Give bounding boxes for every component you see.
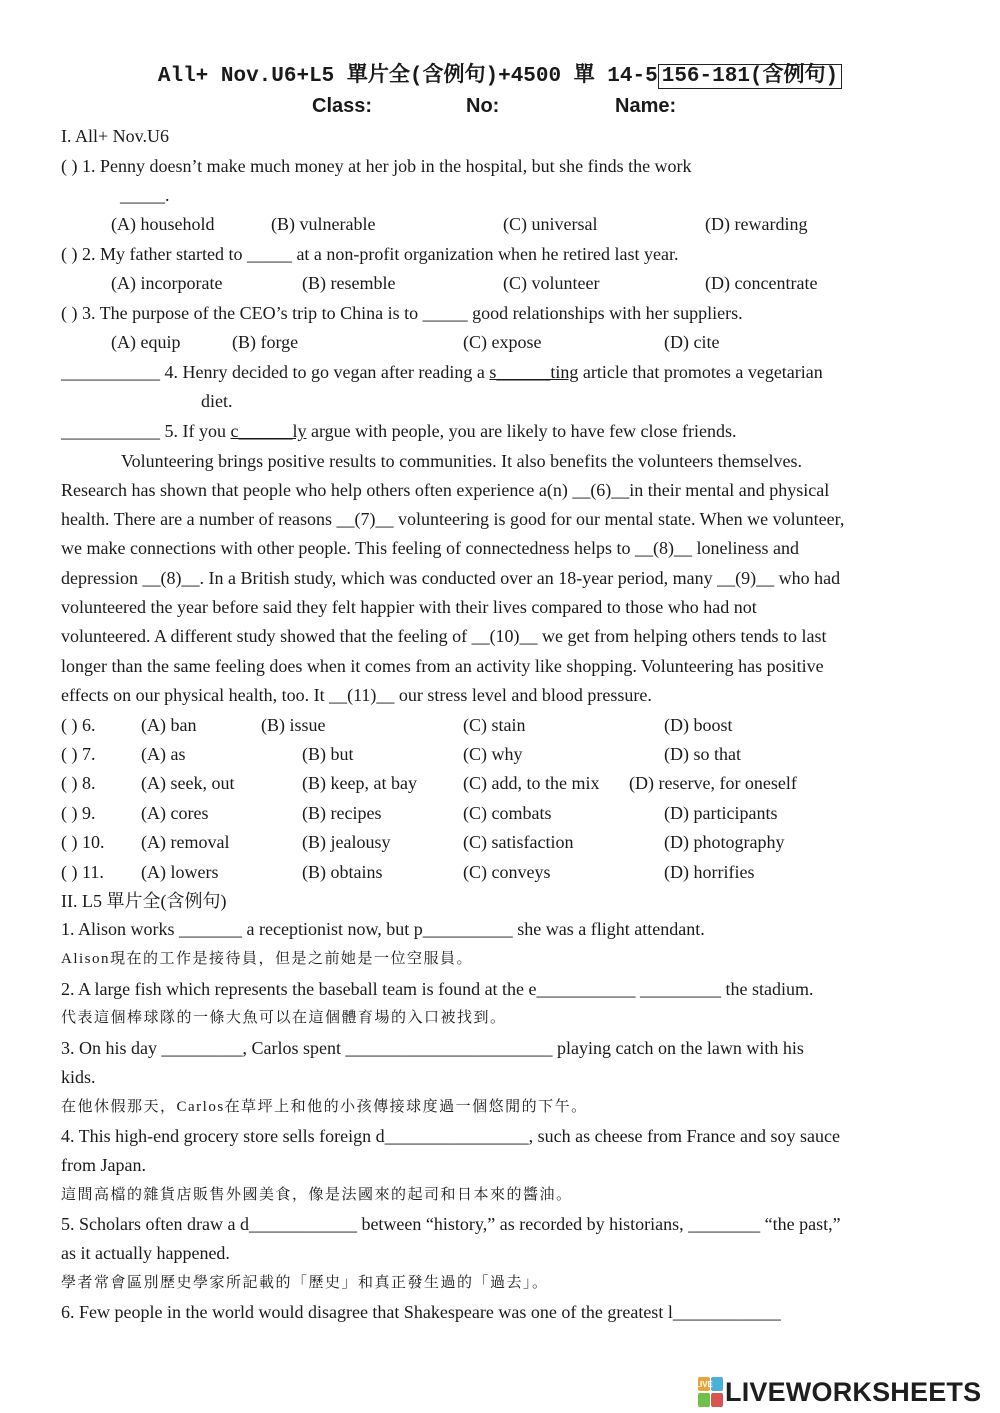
q1-option-d: (D) rewarding bbox=[705, 214, 808, 234]
q3-option-c: (C) expose bbox=[463, 332, 542, 352]
mc-10-option-d: (D) photography bbox=[664, 832, 785, 852]
fill-5-translation: 學者常會區別歷史學家所記載的「歷史」和真正發生過的「過去」。 bbox=[61, 1275, 549, 1291]
q1-option-a: (A) household bbox=[111, 214, 215, 234]
mc-8-option-b: (B) keep, at bay bbox=[302, 773, 417, 793]
fill-1-sentence[interactable]: 1. Alison works _______ a receptionist now, but p__________ she was a flight attendant. bbox=[61, 919, 705, 939]
q2-option-a: (A) incorporate bbox=[111, 273, 223, 293]
fill-3-continuation: kids. bbox=[61, 1067, 96, 1087]
q2-option-c: (C) volunteer bbox=[503, 273, 600, 293]
q5-text-pre: 5. If you bbox=[160, 421, 231, 441]
fill-3-sentence[interactable]: 3. On his day _________, Carlos spent _______________________ playing catch on the lawn with his bbox=[61, 1038, 804, 1058]
passage-line: Volunteering brings positive results to communities. It also benefits the volunteers themselves. bbox=[121, 451, 803, 471]
mc-7-option-c: (C) why bbox=[463, 744, 523, 764]
mc-6-option-c: (C) stain bbox=[463, 715, 526, 735]
q5-answer-blank[interactable]: ___________ bbox=[61, 421, 160, 441]
mc-8-number[interactable]: ( ) 8. bbox=[61, 773, 96, 793]
mc-10-option-b: (B) jealousy bbox=[302, 832, 391, 852]
name-label: Name: bbox=[615, 95, 677, 117]
passage-line: health. There are a number of reasons __(7)__ volunteering is good for our mental state. When we volunteer, bbox=[61, 509, 845, 529]
mc-11-option-b: (B) obtains bbox=[302, 862, 383, 882]
mc-6-option-a: (A) ban bbox=[141, 715, 197, 735]
fill-1-translation: Alison現在的工作是接待員，但是之前她是一位空服員。 bbox=[61, 951, 474, 967]
fill-3-translation: 在他休假那天，Carlos在草坪上和他的小孩傳接球度過一個悠閒的下午。 bbox=[61, 1099, 588, 1115]
mc-11-option-a: (A) lowers bbox=[141, 862, 219, 882]
mc-6-number[interactable]: ( ) 6. bbox=[61, 715, 96, 735]
question-1-continuation: _____. bbox=[120, 185, 170, 205]
liveworksheets-logo bbox=[697, 1376, 981, 1408]
passage-line: longer than the same feeling does when it comes from an activity like shopping. Volunteering has positive bbox=[61, 656, 824, 676]
q4-text-post: article that promotes a vegetarian bbox=[578, 362, 823, 382]
worksheet-title bbox=[0, 64, 1000, 90]
mc-9-option-a: (A) cores bbox=[141, 803, 209, 823]
passage-line: volunteered. A different study showed that the feeling of __(10)__ we get from helping others tends to last bbox=[61, 626, 827, 646]
question-2-stem: ( ) 2. My father started to _____ at a non-profit organization when he retired last year. bbox=[61, 244, 679, 264]
fill-4-sentence[interactable]: 4. This high-end grocery store sells foreign d________________, such as cheese from France and soy sauce bbox=[61, 1126, 840, 1146]
q3-option-b: (B) forge bbox=[232, 332, 299, 352]
q1-option-c: (C) universal bbox=[503, 214, 598, 234]
liveworksheets-wordmark: LIVEWORKSHEETS bbox=[725, 1376, 982, 1407]
passage-line: Research has shown that people who help others often experience a(n) __(6)__in their mental and physical bbox=[61, 480, 830, 500]
passage-line: depression __(8)__. In a British study, which was conducted over an 18-year period, many __(9)__ who had bbox=[61, 568, 841, 588]
fill-2-sentence[interactable]: 2. A large fish which represents the baseball team is found at the e___________ _________ the stadium. bbox=[61, 979, 814, 999]
q3-option-d: (D) cite bbox=[664, 332, 720, 352]
section-2-heading: II. L5 單片全(含例句) bbox=[61, 891, 227, 911]
passage-line: effects on our physical health, too. It __(11)__ our stress level and blood pressure. bbox=[61, 685, 652, 705]
mc-9-option-c: (C) combats bbox=[463, 803, 552, 823]
q2-option-d: (D) concentrate bbox=[705, 273, 818, 293]
mc-6-option-d: (D) boost bbox=[664, 715, 733, 735]
question-3-stem: ( ) 3. The purpose of the CEO’s trip to China is to _____ good relationships with her suppliers. bbox=[61, 303, 743, 323]
mc-9-option-b: (B) recipes bbox=[302, 803, 382, 823]
q2-option-b: (B) resemble bbox=[302, 273, 396, 293]
fill-5-sentence[interactable]: 5. Scholars often draw a d____________ between “history,” as recorded by historians, ________ “the past,” bbox=[61, 1214, 841, 1234]
fill-4-continuation: from Japan. bbox=[61, 1155, 146, 1175]
title-boxed-range: 156-181(含例句) bbox=[658, 64, 842, 89]
q1-option-b: (B) vulnerable bbox=[271, 214, 376, 234]
question-5 bbox=[61, 420, 737, 442]
passage-line: volunteered the year before said they felt happier with their lives compared to those who had not bbox=[61, 597, 757, 617]
mc-7-option-a: (A) as bbox=[141, 744, 186, 764]
fill-2-translation: 代表這個棒球隊的一條大魚可以在這個體育場的入口被找到。 bbox=[61, 1010, 507, 1026]
title-main: All+ Nov.U6+L5 單片全(含例句)+4500 單 14-5 bbox=[157, 65, 658, 88]
mc-7-option-d: (D) so that bbox=[664, 744, 741, 764]
question-4 bbox=[61, 361, 823, 383]
mc-9-number[interactable]: ( ) 9. bbox=[61, 803, 96, 823]
liveworksheets-logo-icon bbox=[697, 1376, 725, 1408]
section-1-heading: I. All+ Nov.U6 bbox=[61, 126, 169, 146]
mc-10-option-c: (C) satisfaction bbox=[463, 832, 574, 852]
passage-line: we make connections with other people. This feeling of connectedness helps to __(8)__ loneliness and bbox=[61, 538, 799, 558]
q4-text-pre: 4. Henry decided to go vegan after reading a bbox=[160, 362, 490, 382]
mc-7-number[interactable]: ( ) 7. bbox=[61, 744, 96, 764]
q4-word-hint: s______ting bbox=[489, 362, 579, 382]
q4-answer-blank[interactable]: ___________ bbox=[61, 362, 160, 382]
q3-option-a: (A) equip bbox=[111, 332, 181, 352]
mc-7-option-b: (B) but bbox=[302, 744, 354, 764]
fill-6-sentence[interactable]: 6. Few people in the world would disagree that Shakespeare was one of the greatest l____________ bbox=[61, 1302, 781, 1322]
mc-11-option-d: (D) horrifies bbox=[664, 862, 755, 882]
class-label: Class: bbox=[312, 95, 373, 117]
mc-10-option-a: (A) removal bbox=[141, 832, 230, 852]
fill-5-continuation: as it actually happened. bbox=[61, 1243, 230, 1263]
mc-9-option-d: (D) participants bbox=[664, 803, 778, 823]
mc-11-option-c: (C) conveys bbox=[463, 862, 551, 882]
mc-8-option-d: (D) reserve, for oneself bbox=[629, 773, 797, 793]
question-1-stem: ( ) 1. Penny doesn’t make much money at her job in the hospital, but she finds the work bbox=[61, 156, 692, 176]
mc-10-number[interactable]: ( ) 10. bbox=[61, 832, 105, 852]
mc-11-number[interactable]: ( ) 11. bbox=[61, 862, 104, 882]
mc-8-option-c: (C) add, to the mix bbox=[463, 773, 600, 793]
q5-text-post: argue with people, you are likely to have few close friends. bbox=[306, 421, 737, 441]
mc-6-option-b: (B) issue bbox=[261, 715, 326, 735]
question-4-continuation: diet. bbox=[201, 391, 233, 411]
fill-4-translation: 這間高檔的雜貨店販售外國美食，像是法國來的起司和日本來的醬油。 bbox=[61, 1187, 573, 1203]
q5-word-hint: c______ly bbox=[230, 421, 307, 441]
svg-text:LIVE: LIVE bbox=[695, 1380, 713, 1389]
number-label: No: bbox=[466, 95, 500, 117]
mc-8-option-a: (A) seek, out bbox=[141, 773, 235, 793]
